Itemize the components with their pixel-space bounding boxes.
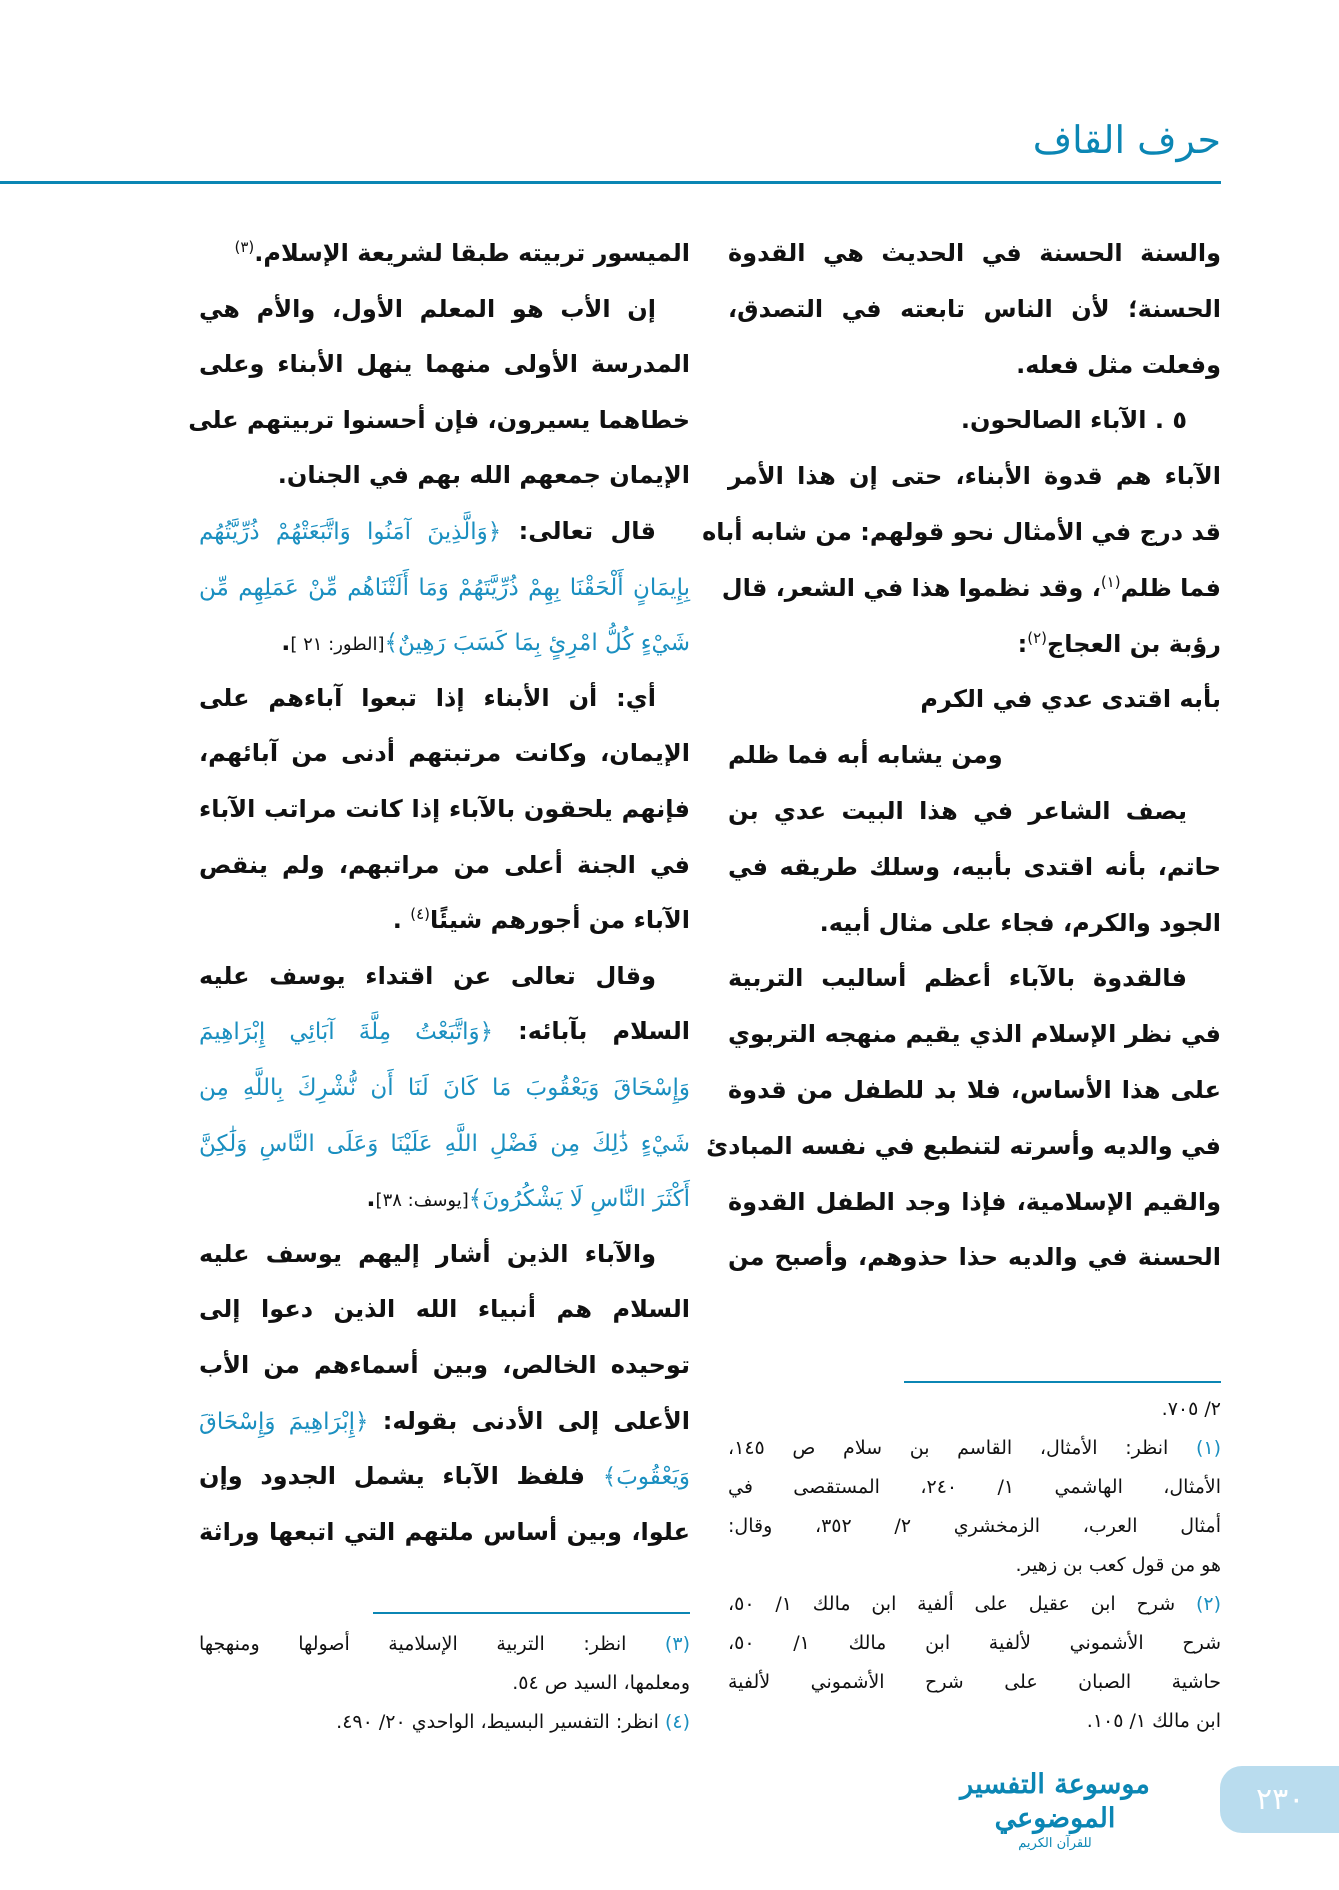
text: الإيمان جمعهم الله بهم في الجنان. <box>277 461 690 490</box>
text-line <box>728 616 1221 672</box>
text-line <box>199 670 690 726</box>
text-line <box>199 281 690 337</box>
footnote-number: (٤) <box>658 1711 690 1733</box>
text-line <box>199 948 690 1004</box>
quran-verse: وَيَعْقُوبَ﴾ <box>602 1464 690 1491</box>
footnote-separator-right <box>904 1381 1221 1383</box>
text: . <box>392 906 411 935</box>
text: الأعلى إلى الأدنى بقوله: <box>368 1406 690 1435</box>
quran-verse: وَإِسْحَاقَ وَيَعْقُوبَ مَا كَانَ لَنَا أَن نُّشْرِكَ بِاللَّهِ مِن <box>199 1075 690 1101</box>
footnote-line <box>728 1624 1221 1663</box>
quran-verse: شَيْءٍ كُلُّ امْرِئٍ بِمَا كَسَبَ رَهِينٌ﴾ <box>384 630 690 657</box>
text: . <box>281 628 291 657</box>
footnote-number: (٣) <box>626 1633 690 1655</box>
text: ٥ . الآباء الصالحون. <box>960 406 1187 435</box>
text: فما ظلم <box>1120 573 1221 602</box>
footnote-line <box>728 1468 1221 1507</box>
text-line <box>199 1003 690 1059</box>
text: الجود والكرم، فجاء على مثال أبيه. <box>819 908 1221 937</box>
footnote-separator-left <box>373 1612 690 1614</box>
text-line <box>728 225 1221 281</box>
text: الحسنة في والديه حذا حذوهم، وأصبح من <box>728 1243 1221 1272</box>
text: خطاهما يسيرون، فإن أحسنوا تربيتهم على <box>188 405 690 434</box>
text-line <box>199 559 690 615</box>
text: ابن مالك ١/ ١٠٥. <box>1086 1710 1221 1732</box>
text: شرح الأشموني لألفية ابن مالك ١/ ٥٠، <box>728 1632 1221 1654</box>
text: قال تعالى: <box>501 517 656 545</box>
text: الآباء هم قدوة الأبناء، حتى إن هذا الأمر <box>728 462 1221 491</box>
footnote-line <box>199 1664 690 1703</box>
text-line <box>728 281 1221 337</box>
text-line <box>199 725 690 781</box>
footnote-line <box>728 1585 1221 1624</box>
text: السلام هم أنبياء الله الذين دعوا إلى <box>199 1295 690 1324</box>
right-column <box>702 0 1221 1890</box>
text: رؤبة بن العجاج <box>1046 629 1221 658</box>
text: انظر: التفسير البسيط، الواحدي ٢٠/ ٤٩٠. <box>336 1711 659 1733</box>
text: الإيمان، وكانت مرتبتهم أدنى من آبائهم، <box>199 739 690 768</box>
text: فإنهم يلحقون بالآباء إذا كانت مراتب الآباء <box>199 795 690 823</box>
text-line <box>706 1118 1221 1174</box>
text: توحيده الخالص، وبين أسماءهم من الأب <box>199 1351 690 1379</box>
text-line <box>199 225 690 281</box>
text: فالقدوة بالآباء أعظم أساليب التربية <box>728 964 1187 993</box>
text-line <box>721 560 1221 616</box>
text-line <box>728 727 1221 783</box>
text: يصف الشاعر في هذا البيت عدي بن <box>728 797 1187 825</box>
quran-verse: بِإِيمَانٍ أَلْحَقْنَا بِهِمْ ذُرِّيَّتَهُمْ وَمَا أَلَتْنَاهُم مِّنْ عَمَلِهِم مِّن <box>199 574 690 601</box>
footnote-number: (٢) <box>1175 1593 1221 1615</box>
verse-reference: [الطور: ٢١ ] <box>290 634 385 656</box>
quran-verse: شَيْءٍ ذَٰلِكَ مِن فَضْلِ اللَّهِ عَلَيْنَا وَعَلَى النَّاسِ وَلَٰكِنَّ <box>199 1130 690 1157</box>
text: . <box>366 1184 376 1213</box>
text: الآباء من أجورهم شيئًا <box>430 906 690 935</box>
text: ٢/ ٧٠٥. <box>1161 1398 1221 1420</box>
text: في نظر الإسلام الذي يقيم منهجه التربوي <box>728 1020 1221 1049</box>
page-number: ٢٣٠ <box>1220 1766 1339 1833</box>
text-line <box>728 783 1221 839</box>
text: : <box>1017 629 1028 658</box>
text-line <box>702 504 1221 560</box>
text: والسنة الحسنة في الحديث هي القدوة <box>728 239 1221 267</box>
text-line <box>199 1504 690 1560</box>
text: وقال تعالى عن اقتداء يوسف عليه <box>199 961 656 990</box>
text: شرح ابن عقيل على ألفية ابن مالك ١/ ٥٠، <box>728 1593 1176 1615</box>
text-line <box>199 1059 690 1115</box>
left-column <box>188 0 690 1890</box>
footnote-line <box>728 1546 1221 1585</box>
text: حاشية الصبان على شرح الأشموني لألفية <box>728 1671 1221 1693</box>
text: هو من قول كعب بن زهير. <box>1015 1554 1221 1576</box>
text: المدرسة الأولى منهما ينهل الأبناء وعلى <box>199 350 690 379</box>
text: والآباء الذين أشار إليهم يوسف عليه <box>199 1239 656 1268</box>
footnote-line <box>728 1702 1221 1741</box>
quran-verse: أَكْثَرَ النَّاسِ لَا يَشْكُرُونَ﴾ <box>468 1186 690 1213</box>
chapter-title: حرف القاف <box>1032 118 1221 162</box>
footnote-line <box>199 1703 690 1742</box>
text-line <box>728 671 1221 727</box>
logo-subtitle: للقرآن الكريم <box>1018 1836 1092 1851</box>
quran-verse: ﴿وَالَّذِينَ آمَنُوا وَاتَّبَعَتْهُمْ ذُرِّيَّتُهُم <box>199 519 502 545</box>
text: والقيم الإسلامية، فإذا وجد الطفل القدوة <box>728 1187 1221 1216</box>
footnote-line <box>728 1663 1221 1702</box>
text: علوا، وبين أساس ملتهم التي اتبعها وراثة <box>199 1517 690 1546</box>
text: إن الأب هو المعلم الأول، والأم هي <box>199 294 656 323</box>
footnote-line <box>199 1625 690 1664</box>
text-line <box>199 1448 690 1504</box>
footnote-number: (١) <box>1168 1437 1221 1459</box>
footnote-marker: (٣) <box>234 238 255 256</box>
text-line <box>199 1226 690 1282</box>
quran-verse: ﴿وَاتَّبَعْتُ مِلَّةَ آبَائِي إِبْرَاهِيمَ <box>199 1019 494 1046</box>
text-line <box>199 503 690 559</box>
text-line <box>199 1281 690 1337</box>
text: ومعلمها، السيد ص ٥٤. <box>512 1672 690 1694</box>
text-line <box>728 950 1221 1006</box>
text: أي: أن الأبناء إذا تبعوا آباءهم على <box>199 683 656 712</box>
text: أمثال العرب، الزمخشري ٢/ ٣٥٢، وقال: <box>728 1515 1221 1537</box>
text-line <box>199 781 690 837</box>
text: انظر: الأمثال، القاسم بن سلام ص ١٤٥، <box>728 1437 1169 1459</box>
text: انظر: التربية الإسلامية أصولها ومنهجها <box>199 1633 627 1655</box>
verse-reference: [يوسف: ٣٨] <box>375 1190 469 1212</box>
text: بأبه اقتدى عدي في الكرم <box>920 685 1221 714</box>
text-line <box>199 447 690 503</box>
text-line <box>199 1115 690 1171</box>
text: فلفظ الآباء يشمل الجدود وإن <box>199 1462 603 1491</box>
footnote-line <box>728 1390 1221 1429</box>
text: الميسور تربيته طبقا لشريعة الإسلام. <box>254 239 690 267</box>
logo-title: موسوعة التفسير الموضوعي <box>960 1769 1150 1834</box>
footnote-marker: (١) <box>1100 572 1121 591</box>
text-line <box>728 1174 1221 1230</box>
text-line <box>199 336 690 392</box>
text-line <box>199 614 690 670</box>
text-line <box>728 1229 1221 1285</box>
text-line <box>728 392 1221 448</box>
text-line <box>199 837 690 893</box>
text: ، وقد نظموا هذا في الشعر، قال <box>721 573 1101 602</box>
text: الحسنة؛ لأن الناس تابعته في التصدق، <box>728 294 1221 323</box>
text-line <box>728 839 1221 895</box>
text: الأمثال، الهاشمي ١/ ٢٤٠، المستقصى في <box>728 1476 1221 1498</box>
text-line <box>728 337 1221 393</box>
text: السلام بآبائه: <box>493 1017 690 1046</box>
text-line <box>728 1062 1221 1118</box>
text: حاتم، بأنه اقتدى بأبيه، وسلك طريقه في <box>728 852 1221 881</box>
text: في الجنة أعلى من مراتبهم، ولم ينقص <box>199 850 690 879</box>
footnote-line <box>728 1507 1221 1546</box>
text-line <box>728 895 1221 951</box>
quran-verse: ﴿إِبْرَاهِيمَ وَإِسْحَاقَ <box>199 1408 369 1435</box>
text: ومن يشابه أبه فما ظلم <box>728 741 1003 770</box>
text: في والديه وأسرته لتنطبع في نفسه المبادئ <box>706 1131 1221 1160</box>
text-line <box>728 448 1221 504</box>
footnote-marker: (٤) <box>410 905 431 924</box>
text-line <box>199 1337 690 1393</box>
text-line <box>199 892 690 948</box>
text: قد درج في الأمثال نحو قولهم: من شابه أباه <box>702 518 1221 546</box>
encyclopedia-logo <box>930 1768 1180 1852</box>
text: وفعلت مثل فعله. <box>1016 350 1221 379</box>
text-line <box>188 392 690 448</box>
text: على هذا الأساس، فلا بد للطفل من قدوة <box>728 1076 1221 1104</box>
text-line <box>199 1170 690 1226</box>
text-line <box>199 1393 690 1449</box>
footnote-marker: (٢) <box>1027 628 1047 647</box>
text-line <box>728 1006 1221 1062</box>
footnote-line <box>728 1429 1221 1468</box>
